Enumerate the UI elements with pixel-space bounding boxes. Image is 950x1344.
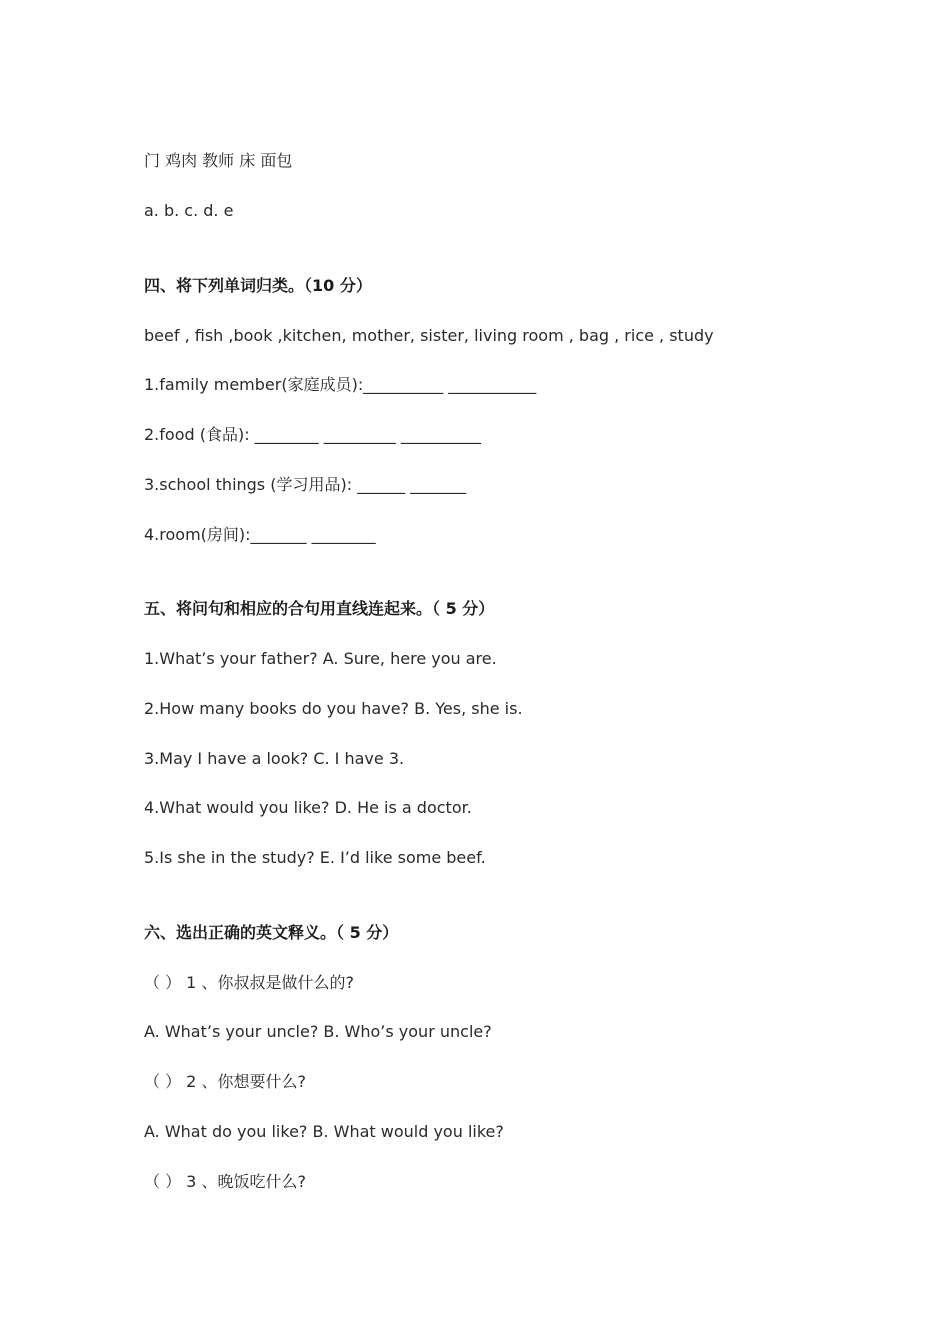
section-4-heading: 四、将下列单词归类。（10 分） [144, 276, 372, 295]
chinese-words-line: 门 鸡肉 教师 床 面包 [144, 151, 293, 170]
letters-line: a. b. c. d. e [144, 201, 234, 220]
matching-item: 2.How many books do you have? B. Yes, she is. [144, 699, 523, 718]
matching-item: 3.May I have a look? C. I have 3. [144, 749, 405, 768]
word-bank: beef , fish ,book ,kitchen, mother, sister, living room , bag , rice , study [144, 326, 714, 345]
category-item: 2.food (食品): ________ _________ __________ [144, 425, 481, 444]
question-item: （ ） 2 、你想要什么? [144, 1072, 306, 1091]
category-item: 1.family member(家庭成员):__________ ___________ [144, 375, 537, 394]
section-5-heading: 五、将问句和相应的合句用直线连起来。（ 5 分） [144, 599, 495, 618]
question-item: （ ） 3 、晚饭吃什么? [144, 1172, 306, 1191]
category-item: 4.room(房间):_______ ________ [144, 525, 376, 544]
matching-item: 1.What’s your father? A. Sure, here you are. [144, 649, 497, 668]
category-item: 3.school things (学习用品): ______ _______ [144, 475, 467, 494]
answer-options: A. What’s your uncle? B. Who’s your uncle? [144, 1022, 492, 1041]
answer-options: A. What do you like? B. What would you like? [144, 1122, 504, 1141]
section-6-heading: 六、选出正确的英文释义。（ 5 分） [144, 923, 399, 942]
question-item: （ ） 1 、你叔叔是做什么的? [144, 973, 354, 992]
matching-item: 4.What would you like? D. He is a doctor. [144, 798, 472, 817]
matching-item: 5.Is she in the study? E. I’d like some beef. [144, 848, 486, 867]
